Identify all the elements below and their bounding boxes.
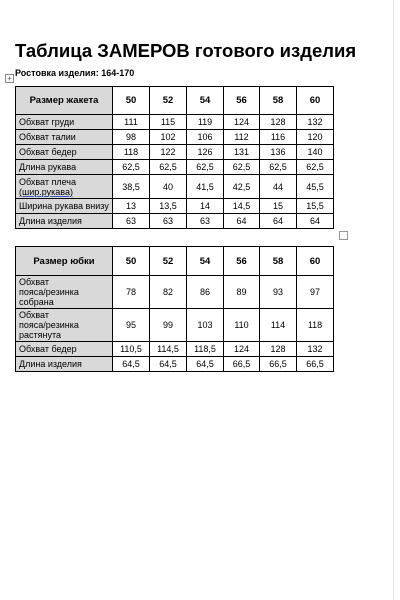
table-cell: 98 <box>113 130 150 145</box>
row-label <box>16 276 113 309</box>
table-row <box>16 199 334 214</box>
row-label-line: Обхват плеча <box>19 176 76 187</box>
table-cell: 97 <box>297 276 334 309</box>
table-cell: 64,5 <box>187 357 224 372</box>
row-label-line: (шир.рукава) <box>19 186 73 197</box>
table-move-handle-icon[interactable]: + <box>5 74 14 83</box>
table-cell: 124 <box>224 115 260 130</box>
row-label: Длина рукава <box>16 160 113 175</box>
table-cell: 118 <box>297 309 334 342</box>
table-cell: 86 <box>187 276 224 309</box>
table-cell: 102 <box>150 130 187 145</box>
row-label-line: Обхват <box>19 277 49 287</box>
size-col-header: 50 <box>113 247 150 276</box>
row-label-line: собрана <box>19 297 54 307</box>
row-label <box>16 309 113 342</box>
row-label-line: растянута <box>19 330 62 340</box>
table-cell: 116 <box>260 130 297 145</box>
table-row <box>16 175 334 199</box>
table-cell: 126 <box>187 145 224 160</box>
table-cell: 63 <box>150 214 187 229</box>
table-resize-handle-icon[interactable] <box>339 231 348 240</box>
skirt-size-header: Размер юбки <box>16 247 113 276</box>
table-row <box>16 309 334 342</box>
table-cell: 42,5 <box>224 175 260 199</box>
table-cell: 118 <box>113 145 150 160</box>
row-label: Обхват бедер <box>16 342 113 357</box>
table-cell: 106 <box>187 130 224 145</box>
table-cell: 93 <box>260 276 297 309</box>
table-cell: 136 <box>260 145 297 160</box>
table-cell: 13,5 <box>150 199 187 214</box>
table-header-row <box>16 87 334 115</box>
table-cell: 78 <box>113 276 150 309</box>
page-title: Таблица ЗАМЕРОВ готового изделия <box>15 40 357 61</box>
size-col-header: 52 <box>150 247 187 276</box>
size-col-header: 58 <box>260 87 297 115</box>
table-row <box>16 160 334 175</box>
table-row <box>16 130 334 145</box>
table-cell: 99 <box>150 309 187 342</box>
table-cell: 118,5 <box>187 342 224 357</box>
table-cell: 66,5 <box>260 357 297 372</box>
table-cell: 64 <box>260 214 297 229</box>
table-cell: 132 <box>297 115 334 130</box>
table-cell: 114 <box>260 309 297 342</box>
table-cell: 63 <box>113 214 150 229</box>
size-col-header: 56 <box>224 247 260 276</box>
jacket-measurements-table <box>15 86 334 229</box>
size-col-header: 54 <box>187 247 224 276</box>
table-row <box>16 115 334 130</box>
table-cell: 44 <box>260 175 297 199</box>
table-header-row <box>16 247 334 276</box>
table-cell: 64,5 <box>113 357 150 372</box>
table-cell: 45,5 <box>297 175 334 199</box>
row-label: Обхват груди <box>16 115 113 130</box>
table-cell: 14,5 <box>224 199 260 214</box>
size-col-header: 52 <box>150 87 187 115</box>
table-cell: 132 <box>297 342 334 357</box>
table-row <box>16 342 334 357</box>
table-cell: 62,5 <box>187 160 224 175</box>
table-cell: 140 <box>297 145 334 160</box>
row-label: Обхват бедер <box>16 145 113 160</box>
table-cell: 110,5 <box>113 342 150 357</box>
table-cell: 95 <box>113 309 150 342</box>
table-cell: 122 <box>150 145 187 160</box>
page-edge <box>393 0 394 600</box>
size-col-header: 50 <box>113 87 150 115</box>
table-cell: 62,5 <box>297 160 334 175</box>
table-cell: 62,5 <box>260 160 297 175</box>
table-cell: 15,5 <box>297 199 334 214</box>
table-cell: 64 <box>224 214 260 229</box>
size-range-subtitle: Ростовка изделия: 164-170 <box>15 68 135 78</box>
size-col-header: 54 <box>187 87 224 115</box>
table-cell: 128 <box>260 342 297 357</box>
row-label-line: пояса/резинка <box>19 287 79 297</box>
table-cell: 40 <box>150 175 187 199</box>
table-cell: 120 <box>297 130 334 145</box>
table-cell: 66,5 <box>224 357 260 372</box>
size-col-header: 60 <box>297 247 334 276</box>
table-cell: 110 <box>224 309 260 342</box>
table-cell: 38,5 <box>113 175 150 199</box>
row-label: Ширина рукава внизу <box>16 199 113 214</box>
table-cell: 41,5 <box>187 175 224 199</box>
table-cell: 124 <box>224 342 260 357</box>
table-cell: 64,5 <box>150 357 187 372</box>
table-cell: 62,5 <box>113 160 150 175</box>
table-cell: 66,5 <box>297 357 334 372</box>
table-cell: 64 <box>297 214 334 229</box>
table-cell: 14 <box>187 199 224 214</box>
table-cell: 128 <box>260 115 297 130</box>
jacket-size-header: Размер жакета <box>16 87 113 115</box>
table-row <box>16 276 334 309</box>
table-cell: 82 <box>150 276 187 309</box>
table-cell: 13 <box>113 199 150 214</box>
table-cell: 114,5 <box>150 342 187 357</box>
row-label <box>16 175 113 199</box>
table-cell: 119 <box>187 115 224 130</box>
table-cell: 63 <box>187 214 224 229</box>
row-label: Длина изделия <box>16 214 113 229</box>
skirt-measurements-table <box>15 246 334 372</box>
size-col-header: 56 <box>224 87 260 115</box>
table-row <box>16 214 334 229</box>
table-cell: 131 <box>224 145 260 160</box>
table-cell: 89 <box>224 276 260 309</box>
table-row <box>16 357 334 372</box>
size-col-header: 58 <box>260 247 297 276</box>
table-cell: 115 <box>150 115 187 130</box>
table-row <box>16 145 334 160</box>
table-cell: 111 <box>113 115 150 130</box>
table-cell: 103 <box>187 309 224 342</box>
table-cell: 62,5 <box>224 160 260 175</box>
table-cell: 15 <box>260 199 297 214</box>
row-label-line: Обхват <box>19 310 49 320</box>
row-label: Обхват талии <box>16 130 113 145</box>
row-label: Длина изделия <box>16 357 113 372</box>
row-label-line: пояса/резинка <box>19 320 79 330</box>
table-cell: 62,5 <box>150 160 187 175</box>
size-col-header: 60 <box>297 87 334 115</box>
table-cell: 112 <box>224 130 260 145</box>
